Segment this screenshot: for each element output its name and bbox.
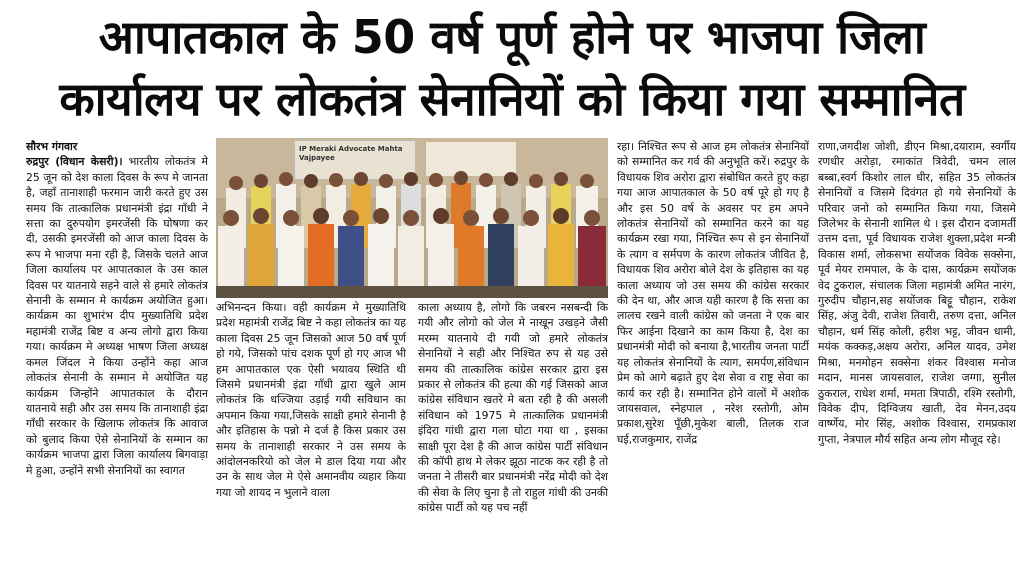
column-4-text: रहा। निश्चित रूप से आज हम लोकतंत्र सेनानियों को सम्मानित कर गर्व की अनुभूति करें। रुद्रपुर के विधायक शिव अरोरा द्वारा संबोधित करते हुए कहा गया आज आपातकाल के 50 वर्ष पूरे हो गए है और इस 50 वर्ष के अवसर पर हम अपने लोकतंत्र सेनानियों को सम्मानित करने का यह कार्यक्रम रखा गया, निश्चित रूप से इन सेनानियों के त्याग व सर्मपण के कारण लोकतंत्र जीवित है, विधायक शिव अरोरा बोले देश के इतिहास का यह काला अध्याय जो उस समय की कांग्रेस सरकार की देन था, और आज यही कारण है कि सत्ता का लालच रखने वाली कांग्रेस को जनता ने एक बार फिर आईना दिखाने का काम किया है, देश का प्रधानमंत्री मोदी को बनाया है,भारतीय जनता पार्टी यह लोकतंत्र सेनानियों के त्याग, समर्पण,संविधान प्रेम को आगे बढ़ाते हुए देश सेवा व राष्ट्र सेवा का कार्य कर रही है। सम्मानित होने वालों में अशोक जायसवाल, स्नेहपाल , नरेश रस्तोगी, ओम प्रकाश,सुरेश पूँछी,मुकेश बाली, तिलक राज घई,राजकुमार, राजेंद्र [617,140,809,446]
photo-floor [216,286,608,298]
byline: सौरभ गंगवार [26,140,78,153]
article-column-3 [418,300,608,567]
column-2-text: अभिनन्दन किया। वही कार्यक्रम मे मुख्यातिथि प्रदेश महामंत्री राजेंद्र बिष्ट ने कहा लोकतंत्र का यह काला दिवस 25 जून जिसको आज 50 वर्ष पूर्ण हो गये, जिसको पांच दशक पूर्ण हो गए आज भी हम आपातकाल एक ऐसी भयावय स्थिति थी जिसमे प्रधानमंत्री इंद्रा गाँधी द्वारा खुले आम लोकतंत्र कि धज्जिया उड़ाई गयी सविधान का अपमान किया गया,जिसके साक्षी हमारे सेनानी है और इतिहास के पन्नो मे दर्ज है किस प्रकार उस समय के तानाशाही सरकार ने उस समय के आंदोलनकरियो को जेल मे डाल दिया गया और उन के साथ जेल मे ऐसे अमानवीय व्यहार किया गया जो शायद न भुलाने वाला [216,301,406,499]
column-3-text: काला अध्याय है, लोगो कि जबरन नसबन्दी कि गयी और लोगो को जेल मे नाखून उखड़ने जैसी मरम्म यातनाये दी गयी जो हमारे लोकतंत्र सेनानियों ने सही और निश्चित रुप से यह उसे समय की तात्कालिक कांग्रेस सरकार द्वारा इस प्रकार से लोकतंत्र की हत्या की गई जिसको आज कांग्रेस संविधान खतरे मे बता रही है की असली संविधान को 1975 मे तात्कालिक प्रधानमंत्री इंदिरा गांधी द्वारा गला घोटा गया था , इसका साक्षी पूरा देश है की आज कांग्रेस पार्टी संविधान की कॉपी हाथ मे लेकर झूठा नाटक कर रही है तो जनता ने तीसरी बार प्रधानमंत्री नरेंद्र मोदी को देश की सेवा के लिए चुना है तो राहुल गांधी की उनकी कांग्रेस पार्टी को यह पच नहीं [418,301,608,515]
article-column-1 [26,139,208,567]
article-column-5 [818,139,1016,567]
article-column-2 [216,300,406,567]
column-1-text: भारतीय लोकतंत्र मे 25 जून को देश काला दिवस के रूप मे जानता है, जहाँ तानाशाही फरमान जारी करते हुए उस समय कि तात्कालिक प्रधानमंत्री इंद्रा गाँधी ने सत्ता का दुरुपयोग इमरजेंसी कि घोषणा कर दी, उसकी इमरजेंसी को आज काला दिवस के रूप मे भाजपा मना रही है, जिसके चलते आज जिला कार्यालय पर आपातकाल के उस काल दिवस पर यातनाये सहने वाले से हमारे लोकतंत्र सेनानी के सम्मान मे कार्यक्रम अयोजित हुआ। कार्यक्रम का शुभारंभ दीप मुख्यातिथि प्रदेश महामंत्री राजेंद्र बिष्ट व अन्य लोगो द्वारा किया गया। कार्यक्रम मे अध्यक्ष भाषण जिला अध्यक्ष कमल जिंदल ने किया उन्होंने कहा आज लोकतंत्र सेनानी के सम्मान मे अयोजित यह कार्यक्रम जिन्होंने आपातकाल के दौरान यातनाये सही और उस समय कि तानाशाही इंद्रा गाँधी सरकार के खिलाफ लोकतंत्र कि आवाज को बुलाद किया ऐसे सेनानियों के सम्मान का कार्यक्रम भाजपा द्वारा जिला कार्यालय बिगवाड़ा मे हुआ, उन्होंने सभी सेनानियों का स्वागत [26,155,208,477]
photo-crowd [216,138,608,298]
event-photo [216,138,608,298]
headline-line-2: कार्यालय पर लोकतंत्र सेनानियों को किया गया सम्मानित [59,72,965,126]
column-5-text: राणा,जगदीश जोशी, डीएन मिश्रा,दयाराम, स्वर्गीय रणधीर अरोड़ा, रमाकांत त्रिवेदी, चमन लाल बब्बा,स्वर्ग किशोर लाल धीर, सहित 35 लोकतंत्र सेनानियों व जिसमे दिवंगत हो गये सेनानियों के परिवार जनो को सम्मानित किया गया, जिसमे जिलेभर के सेनानी शामिल थे । इस दौरान दजामर्ती उत्तम दत्ता, पूर्व विधायक राजेश शुक्ला,प्रदेश मन्त्री विकास शर्मा, लोकसभा सयोंजक विवेक सक्सेना, पूर्व मेयर रामपाल, के के दास, कार्यक्रम सयोंजक वेद टुकराल, संचालक जिला महामंत्री अमित नारंग, गुरुदीप चौहान,सह सयोंजक बिट्टू चौहान, राकेश सिंह, अंजु देवी, राजेश तिवारी, तरुण दत्ता, अनिल चौहान, धर्म सिंह कोली, हरीश भट्ट, जीवन धामी, मयंक कक्कड़,अक्षय अरोरा, अनिल यादव, उमेश मिश्रा, मनमोहन सक्सेना शंकर विश्वास मनोज मदान, मानस जायसवाल, राजेश जग्गा, सुनील ठुकराल, राधेश शर्मा, ममता त्रिपाठी, रश्मि रस्तोगी, विवेक दीप, दिग्विजय खाती, देव मेनन,उदय वार्ष्णेय, मोर सिंह, अशोक विश्वास, रामप्रकाश गुप्ता, नेत्रपाल मौर्य सहित अन्य लोग मौजूद रहे। [818,140,1016,446]
photo-banner-text: IP Meraki Advocate Mahta Vajpayee [299,145,403,162]
article-column-4 [617,139,809,567]
dateline: रुद्रपुर (विधान केसरी)। [26,155,123,169]
headline-line-1: आपातकाल के 50 वर्ष पूर्ण होने पर भाजपा जिला [98,10,926,64]
